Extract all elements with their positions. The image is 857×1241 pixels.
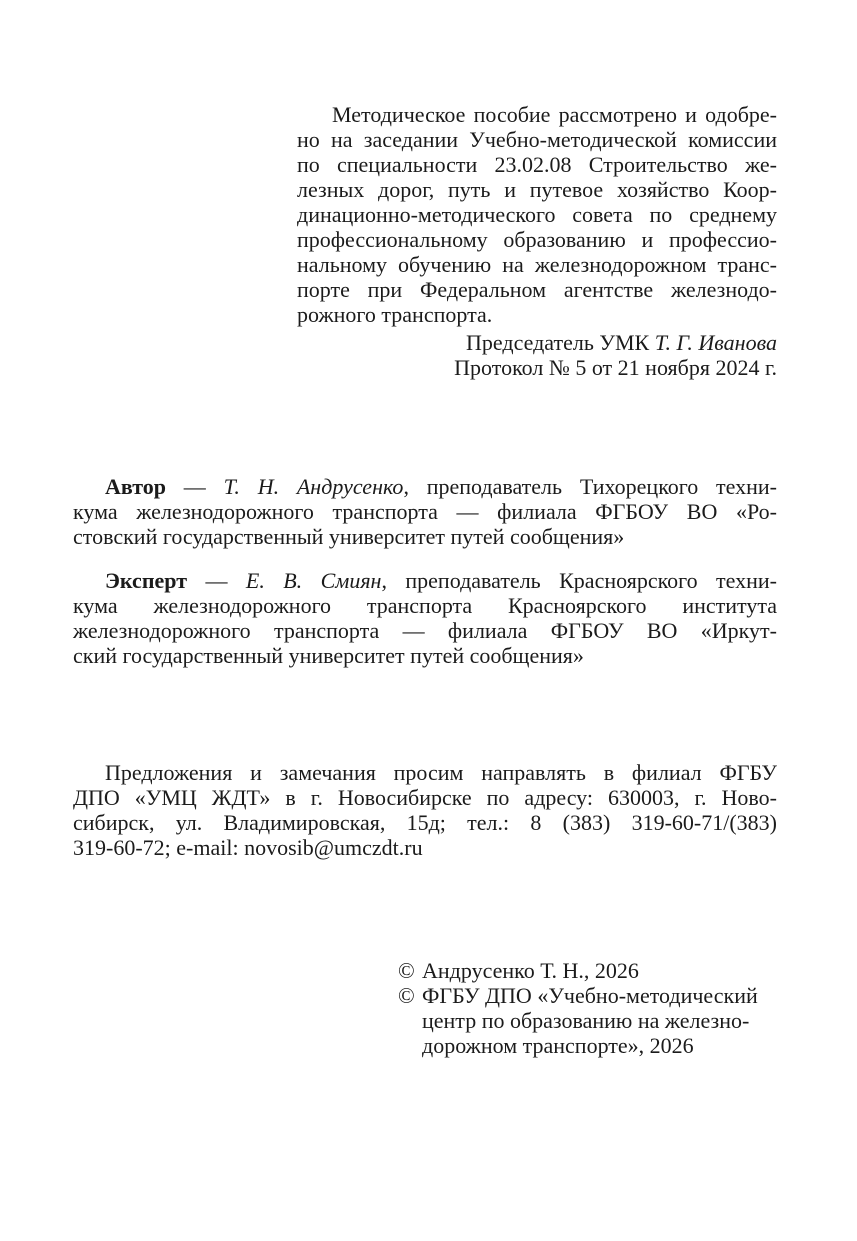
paragraph-line: Методическое пособие рассмотрено и одобре- — [332, 102, 777, 127]
paragraph-line: кума железнодорожного транспорта — филиала ФГБОУ ВО «Ро- — [73, 499, 777, 524]
copyright-text — [422, 983, 818, 1058]
signature-block — [297, 330, 777, 380]
author-line — [73, 474, 777, 499]
paragraph-line: лезных дорог, путь и путевое хозяйство Коор- — [297, 177, 777, 202]
author-rest: , преподаватель Тихорецкого техни- — [403, 474, 777, 499]
paragraph-line: порте при Федеральном агентстве железнодо- — [297, 277, 777, 302]
author-paragraph — [73, 474, 777, 549]
copyright-line: центр по образованию на железно- — [422, 1008, 750, 1033]
author-label: Автор — [105, 474, 166, 499]
expert-line — [73, 568, 777, 593]
approval-paragraph — [297, 102, 777, 327]
paragraph-line: Предложения и замечания просим направлять в филиал ФГБУ — [105, 760, 777, 785]
paragraph-line: рожного транспорта. — [297, 302, 493, 327]
copyright-icon: © — [398, 983, 415, 1008]
dash: — — [187, 568, 246, 593]
chair-name: Т. Г. Иванова — [654, 330, 777, 355]
expert-rest: , преподаватель Красноярского техни- — [381, 568, 778, 593]
dash: — — [165, 474, 224, 499]
author-name: Т. Н. Андрусенко — [223, 474, 404, 499]
contact-paragraph — [73, 760, 777, 860]
paragraph-line: нальному обучению на железнодорожном транс- — [297, 252, 777, 277]
paragraph-line: ДПО «УМЦ ЖДТ» в г. Новосибирске по адресу: 630003, г. Ново- — [73, 785, 777, 810]
paragraph-line: но на заседании Учебно-методической комиссии — [297, 127, 777, 152]
contact-email-line: 319-60-72; e-mail: novosib@umczdt.ru — [73, 835, 423, 860]
paragraph-line: по специальности 23.02.08 Строительство же- — [297, 152, 777, 177]
copyright-line: Андрусенко Т. Н., 2026 — [422, 958, 639, 983]
protocol-line: Протокол № 5 от 21 ноября 2024 г. — [454, 355, 777, 380]
paragraph-line: динационно-методического совета по среднему — [297, 202, 777, 227]
expert-label: Эксперт — [105, 568, 188, 593]
paragraph-line: железнодорожного транспорта — филиала ФГБОУ ВО «Иркут- — [73, 618, 777, 643]
chair-label: Председатель УМК — [466, 330, 655, 355]
copyright-line: дорожном транспорте», 2026 — [422, 1033, 694, 1058]
paragraph-line: ский государственный университет путей сообщения» — [73, 643, 584, 668]
paragraph-line: кума железнодорожного транспорта Красноярского института — [73, 593, 777, 618]
copyright-block — [398, 958, 818, 1058]
copyright-entry — [398, 983, 818, 1058]
expert-paragraph — [73, 568, 777, 668]
paragraph-line: сибирск, ул. Владимировская, 15д; тел.: 8 (383) 319-60-71/(383) — [73, 810, 777, 835]
paragraph-line: стовский государственный университет путей сообщения» — [73, 524, 625, 549]
copyright-line: ФГБУ ДПО «Учебно-методический — [422, 983, 758, 1008]
copyright-text — [422, 958, 818, 983]
chair-line — [297, 330, 777, 355]
paragraph-line: профессиональному образованию и профессио- — [297, 227, 777, 252]
expert-name: Е. В. Смиян — [245, 568, 382, 593]
copyright-icon: © — [398, 958, 415, 983]
copyright-entry — [398, 958, 818, 983]
